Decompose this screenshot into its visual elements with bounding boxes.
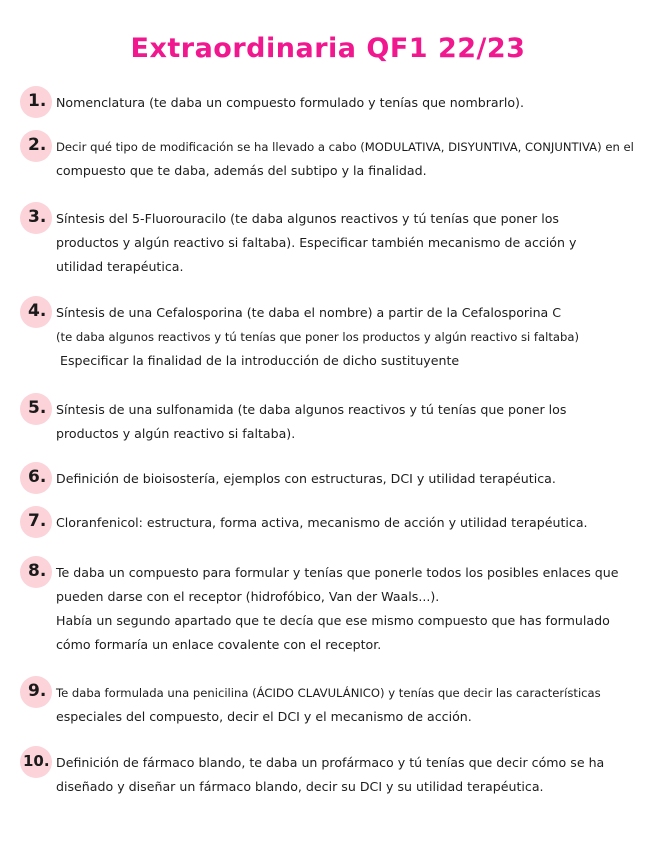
item-number-badge <box>20 86 52 118</box>
item-number-badge <box>20 676 52 708</box>
item-number-badge <box>20 202 52 234</box>
item-number: 2. <box>28 135 47 155</box>
item-line: compuesto que te daba, además del subtipo y la finalidad. <box>56 163 427 178</box>
item-line: Síntesis de una Cefalosporina (te daba el nombre) a partir de la Cefalosporina C <box>56 305 562 320</box>
item-line: Decir qué tipo de modificación se ha llevado a cabo (MODULATIVA, DISYUNTIVA, CONJUNTIVA) en el <box>56 140 634 154</box>
item-number: 7. <box>28 511 47 531</box>
item-number: 9. <box>28 681 47 701</box>
item-text <box>56 511 626 535</box>
item-number: 10. <box>23 752 50 770</box>
item-line: Especificar la finalidad de la introducción de dicho sustituyente <box>60 353 460 368</box>
item-number: 4. <box>28 301 47 321</box>
item-line: utilidad terapéutica. <box>56 259 184 274</box>
item-number: 8. <box>28 561 47 581</box>
item-number: 5. <box>28 398 47 418</box>
item-line: Definición de bioisostería, ejemplos con estructuras, DCI y utilidad terapéutica. <box>56 471 556 486</box>
item-line: diseñado y diseñar un fármaco blando, decir su DCI y su utilidad terapéutica. <box>56 779 544 794</box>
item-number-badge <box>20 393 52 425</box>
item-line: especiales del compuesto, decir el DCI y el mecanismo de acción. <box>56 709 472 724</box>
item-number-badge <box>20 506 52 538</box>
item-line: Había un segundo apartado que te decía que ese mismo compuesto que has formulado <box>56 613 610 628</box>
item-text <box>56 398 626 446</box>
item-line: Definición de fármaco blando, te daba un profármaco y tú tenías que decir cómo se ha <box>56 755 605 770</box>
item-text <box>56 751 626 799</box>
item-number: 3. <box>28 207 47 227</box>
item-text <box>56 681 626 729</box>
item-number-badge <box>20 130 52 162</box>
item-number: 6. <box>28 467 47 487</box>
page-title: Extraordinaria QF1 22/23 <box>130 33 526 64</box>
item-number-badge <box>20 556 52 588</box>
item-line: Te daba formulada una penicilina (ÁCIDO CLAVULÁNICO) y tenías que decir las características <box>56 686 601 700</box>
item-text <box>56 91 626 115</box>
item-line: cómo formaría un enlace covalente con el receptor. <box>56 637 382 652</box>
item-number-badge <box>20 296 52 328</box>
item-line: pueden darse con el receptor (hidrofóbico, Van der Waals...). <box>56 589 440 604</box>
item-number-badge <box>20 462 52 494</box>
item-text <box>56 135 634 183</box>
item-line: productos y algún reactivo si faltaba). <box>56 426 296 441</box>
item-text <box>56 207 626 279</box>
item-text <box>56 561 626 657</box>
item-line: (te daba algunos reactivos y tú tenías que poner los productos y algún reactivo si faltaba) <box>56 330 579 344</box>
item-number-badge <box>20 746 52 778</box>
item-line: Síntesis del 5-Fluorouracilo (te daba algunos reactivos y tú tenías que poner los <box>56 211 559 226</box>
item-line: Nomenclatura (te daba un compuesto formulado y tenías que nombrarlo). <box>56 95 524 110</box>
item-line: Te daba un compuesto para formular y tenías que ponerle todos los posibles enlaces que <box>56 565 619 580</box>
item-line: Síntesis de una sulfonamida (te daba algunos reactivos y tú tenías que poner los <box>56 402 567 417</box>
item-line: productos y algún reactivo si faltaba). Especificar también mecanismo de acción y <box>56 235 577 250</box>
item-number: 1. <box>28 91 47 111</box>
item-text <box>56 301 626 373</box>
item-line: Cloranfenicol: estructura, forma activa, mecanismo de acción y utilidad terapéutica. <box>56 515 588 530</box>
item-text <box>56 467 626 491</box>
